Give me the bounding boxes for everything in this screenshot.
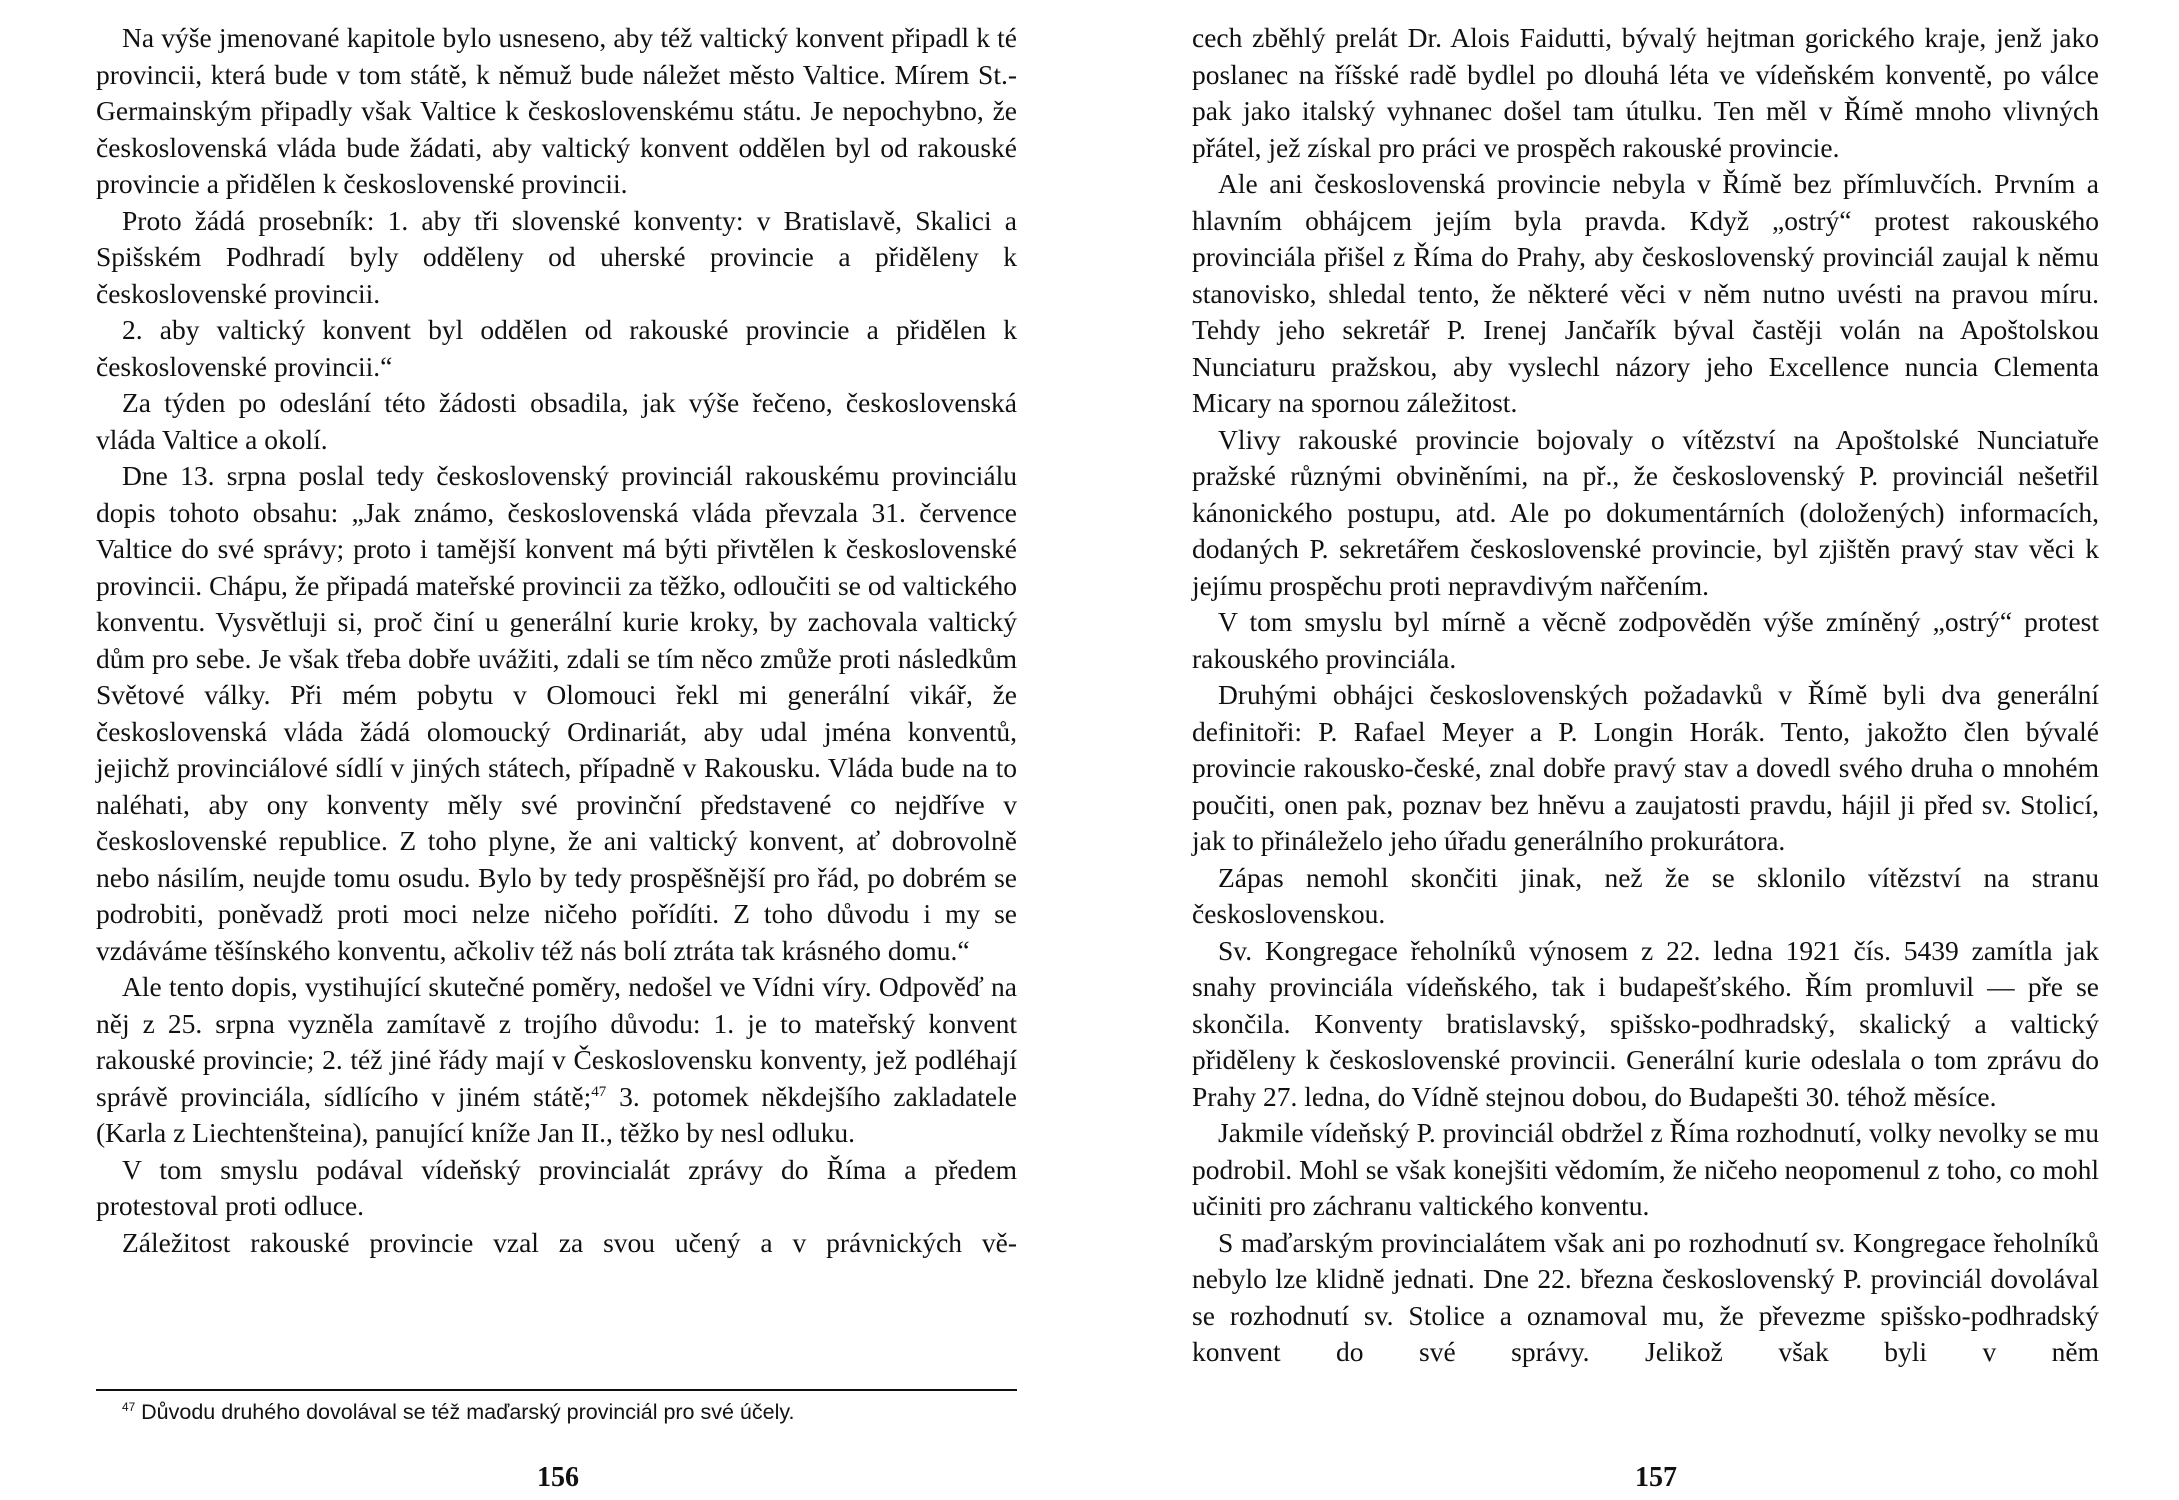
page-number: 156 xyxy=(537,1462,579,1493)
paragraph: Druhými obhájci československých požadavků v Římě byli dva generální definitoři: P. Rafael Meyer a P. Longin Horák. Tento, jakožto člen bývalé provincie rakousko-české, znal dobře pravý stav a dovedl svého druha o mnohém poučiti, onen pak, poznav bez hněvu a zaujatosti pravdu, hájil ji před sv. Stolicí, jak to přináleželo jeho úřadu generálního prokurátora. xyxy=(1192,679,2099,856)
paragraph: Záležitost rakouské provincie vzal za svou učený a v právnických vě- xyxy=(122,1226,1017,1258)
paragraph: cech zběhlý prelát Dr. Alois Faidutti, bývalý hejtman gorického kraje, jenž jako poslanec na říšské radě bydlel po dlouhá léta ve vídeňském konventě, po válce pak jako italský vyhnanec došel tam útulku. Ten měl v Římě mnoho vlivných přátel, jež získal pro práci ve prospěch rakouské provincie. xyxy=(1192,22,2099,163)
paragraph: S maďarským provincialátem však ani po rozhodnutí sv. Kongregace řeholníků nebylo lze klidně jednati. Dne 22. března československý P. provinciál dovolával se rozhodnutí sv. Stolice a oznamoval mu, že převezme spišsko-podhradský konvent do své správy. Jelikož však byli v něm xyxy=(1192,1226,2099,1367)
footnote xyxy=(96,1398,1017,1426)
paragraph: Proto žádá prosebník: 1. aby tři slovenské konventy: v Bratislavě, Skalici a Spišském Podhradí byly odděleny od uherské provincie a přiděleny k československé provincii. xyxy=(96,204,1017,309)
page-number: 157 xyxy=(1635,1462,1677,1493)
paragraph: Za týden po odeslání této žádosti obsadila, jak výše řečeno, československá vláda Valtice a okolí. xyxy=(96,387,1017,455)
paragraph: Jakmile vídeňský P. provinciál obdržel z Říma rozhodnutí, volky nevolky se mu podrobil. Mohl se však konejšiti vědomím, že ničeho neopomenul z toho, co mohl učiniti pro záchranu valtického konventu. xyxy=(1192,1117,2099,1221)
paragraph-text: Ale tento dopis, vystihující skutečné poměry, nedošel ve Vídni víry. Odpověď na něj z 25. srpna vyzněla zamítavě z trojího důvodu: 1. je to mateřský konvent rakouské provincie; 2. též jiné řády mají v Československu konventy, jež podléhají správě provinciála, sídlícího v jiném státě; xyxy=(96,971,1017,1112)
paragraph-with-footnote-ref xyxy=(96,969,1017,1152)
footnote-divider xyxy=(96,1389,1017,1391)
paragraph: 2. aby valtický konvent byl oddělen od rakouské provincie a přidělen k československé provincii.“ xyxy=(96,314,1017,382)
paragraph: Zápas nemohl skončiti jinak, než že se sklonilo vítězství na stranu československou. xyxy=(1192,861,2099,929)
footnote-ref: 47 xyxy=(591,1083,607,1100)
paragraph: Sv. Kongregace řeholníků výnosem z 22. ledna 1921 čís. 5439 zamítla jak snahy provinciála vídeňského, tak i budapešťského. Řím promluvil — pře se skončila. Konventy bratislavský, spišsko-podhradský, skalický a valtický přiděleny k československé provincii. Generální kurie odeslala o tom zprávu do Prahy 27. ledna, do Vídně stejnou dobou, do Budapešti 30. téhož měsíce. xyxy=(1192,934,2099,1112)
footnote-text: Důvodu druhého dovolával se též maďarský provinciál pro své účely. xyxy=(141,1400,795,1424)
paragraph: Na výše jmenované kapitole bylo usneseno, aby též valtický konvent připadl k té provincii, která bude v tom státě, k němuž bude náležet město Valtice. Mírem St.-Germainským připadly však Valtice k československému státu. Je nepochybno, že československá vláda bude žádati, aby valtický konvent oddělen byl od rakouské provincie a přidělen k československé provincii. xyxy=(96,22,1017,199)
right-page xyxy=(1090,0,2179,1500)
paragraph: V tom smyslu podával vídeňský provincialát zprávy do Říma a předem protestoval proti odluce. xyxy=(96,1153,1017,1221)
paragraph: V tom smyslu byl mírně a věcně zodpověděn výše zmíněný „ostrý“ protest rakouského provinciála. xyxy=(1192,606,2099,674)
paragraph: Dne 13. srpna poslal tedy československý provinciál rakouskému provinciálu dopis tohoto obsahu: „Jak známo, československá vláda převzala 31. července Valtice do své správy; proto i tamější konvent má býti přivtělen k československé provincii. Chápu, že připadá mateřské provincii za těžko, odloučiti se od valtického konventu. Vysvětluji si, proč činí u generální kurie kroky, by zachovala valtický dům pro sebe. Je však třeba dobře uvážiti, zdali se tím něco zmůže proti následkům Světové války. Při mém pobytu v Olomouci řekl mi generální vikář, že československá vláda žádá olomoucký Ordinariát, aby udal jména konventů, jejichž provinciálové sídlí v jiných státech, případně v Rakousku. Vláda bude na to naléhati, aby ony konventy měly své provinční představené co nejdříve v československé republice. Z toho plyne, že ani valtický konvent, ať dobrovolně nebo násilím, neujde tomu osudu. Bylo by tedy prospěšnější pro řád, po dobrém se podrobiti, poněvadž proti moci nelze ničeho pořídíti. Z toho důvodu i my se vzdáváme těšínského konventu, ačkoliv též nás bolí ztráta tak krásného domu.“ xyxy=(96,460,1017,966)
paragraph-text: 3. potomek někdejšího zakladatele (Karla z Liechtenšteina), panující kníže Jan II., těžko by nesl odluku. xyxy=(96,1080,1017,1148)
paragraph: Vlivy rakouské provincie bojovaly o vítězství na Apoštolské Nunciatuře pražské různými obviněními, na př., že československý P. provinciál nešetřil kánonického postupu, atd. Ale po dokumentárních (doložených) informacích, dodaných P. sekretářem československé provincie, byl zjištěn pravý stav věci k jejímu prospěchu proti nepravdivým nařčením. xyxy=(1192,423,2099,601)
paragraph: Ale ani československá provincie nebyla v Římě bez přímluvčích. Prvním a hlavním obhájcem jejím byla pravda. Když „ostrý“ protest rakouského provinciála přišel z Říma do Prahy, aby československý provinciál zaujal k němu stanovisko, shledal tento, že některé věci v něm nutno uvésti na pravou míru. Tehdy jeho sekretář P. Irenej Jančařík býval častěji volán na Apoštolskou Nunciaturu pražskou, aby vyslechl názory jeho Excellence nuncia Clementa Micary na spornou záležitost. xyxy=(1192,168,2099,418)
footnote-marker: 47 xyxy=(122,1399,136,1414)
left-page xyxy=(0,0,1089,1500)
